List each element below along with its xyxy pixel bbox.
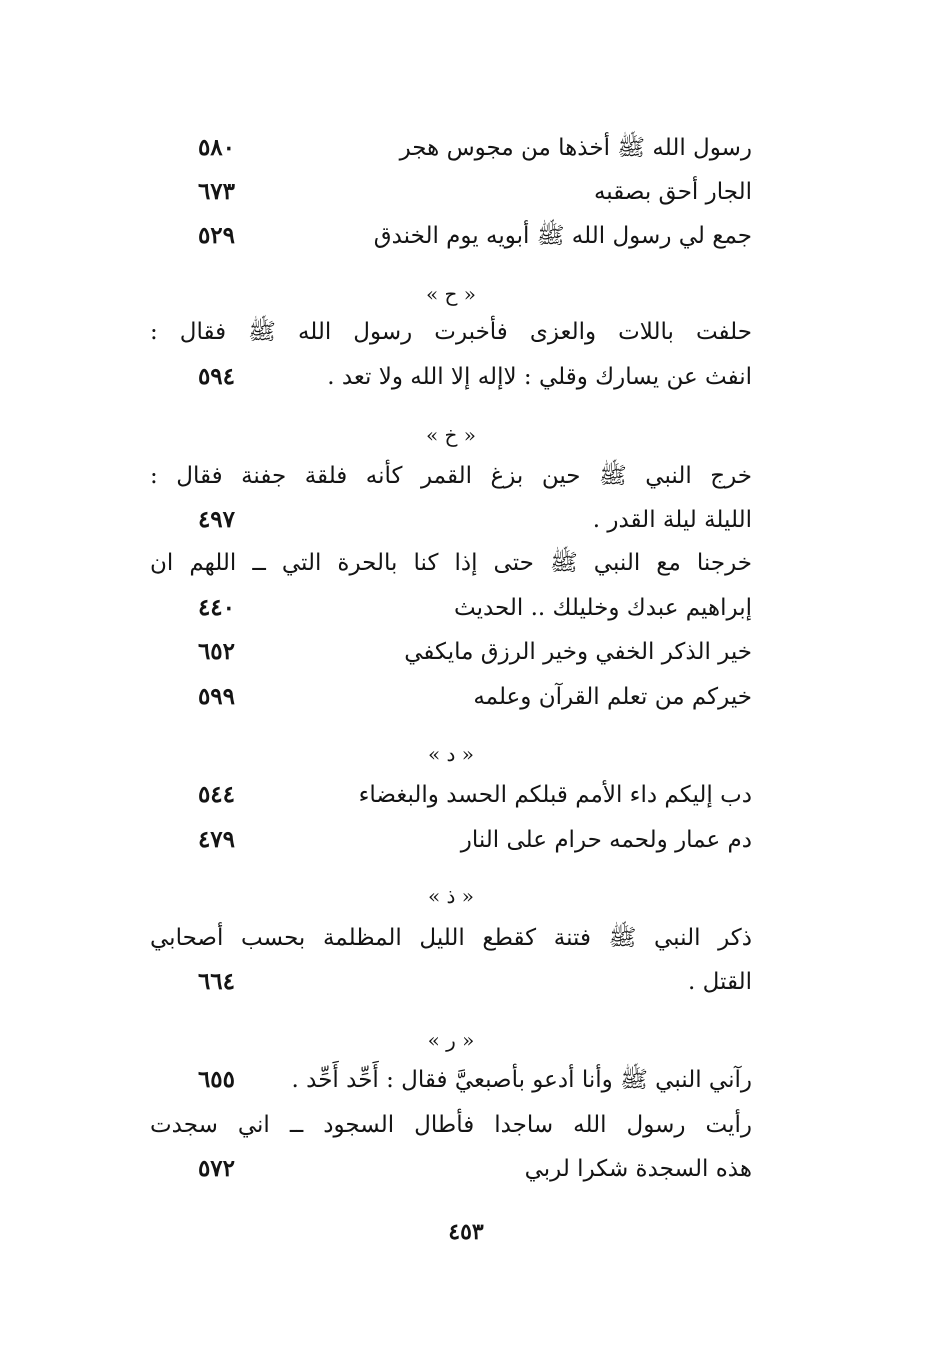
index-entry <box>150 172 752 212</box>
entry-page-number: ٤٧٩ <box>197 826 235 853</box>
entry-text: حلفت باللات والعزى فأخبرت رسول الله ﷺ فقال : <box>150 319 752 345</box>
index-entry <box>150 820 752 860</box>
section-heading: « ح » <box>425 282 477 306</box>
entry-text: خرجنا مع النبي ﷺ حتى إذا كنا بالحرة التي ــ اللهم ان <box>150 550 752 576</box>
index-entry <box>150 357 752 397</box>
entry-text: انفث عن يسارك وقلي : لاإله إلا الله ولا تعد . <box>327 364 752 390</box>
index-entry <box>150 1060 752 1100</box>
section-heading: « ر » <box>427 1028 475 1052</box>
entry-text: خير الذكر الخفي وخير الرزق مايكفي <box>404 639 752 665</box>
entry-text: دب إليكم داء الأمم قبلكم الحسد والبغضاء <box>358 782 752 808</box>
entry-page-number: ٦٧٣ <box>197 178 235 205</box>
entry-page-number: ٥٢٩ <box>197 222 235 249</box>
entry-page-number: ٤٩٧ <box>197 506 235 533</box>
index-entry <box>150 918 752 958</box>
entry-text: رسول الله ﷺ أخذها من مجوس هجر <box>399 135 752 161</box>
entry-page-number: ٥٨٠ <box>197 134 235 161</box>
entry-page-number: ٦٦٤ <box>197 968 235 995</box>
entry-text: هذه السجدة شكرا لربي <box>524 1156 752 1182</box>
index-entry <box>150 456 752 496</box>
entry-text: رآني النبي ﷺ وأنا أدعو بأصبعيَّ فقال : أَحِّد أَحِّد . <box>291 1067 752 1093</box>
index-entry <box>150 632 752 672</box>
entry-text: خرج النبي ﷺ حين بزغ القمر كأنه فلقة جفنة فقال : <box>150 463 752 489</box>
entry-text: خيركم من تعلم القرآن وعلمه <box>473 684 752 710</box>
index-entry <box>150 1149 752 1189</box>
index-entry <box>150 775 752 815</box>
index-entry <box>150 128 752 168</box>
index-entry <box>150 1105 752 1145</box>
index-entry <box>150 588 752 628</box>
section-heading: « خ » <box>425 423 477 447</box>
entry-page-number: ٥٩٩ <box>197 683 235 710</box>
entry-text: دم عمار ولحمه حرام على النار <box>460 827 752 853</box>
index-entry <box>150 312 752 352</box>
entry-page-number: ٥٤٤ <box>197 781 235 808</box>
index-entry <box>150 543 752 583</box>
entry-page-number: ٥٩٤ <box>197 363 235 390</box>
entry-page-number: ٤٤٠ <box>197 594 235 621</box>
section-heading: « ذ » <box>427 884 475 908</box>
page-number: ٤٥٣ <box>448 1219 484 1245</box>
index-entry <box>150 677 752 717</box>
section-heading: « د » <box>427 742 475 766</box>
entry-text: جمع لي رسول الله ﷺ أبويه يوم الخندق <box>373 223 752 249</box>
index-entry <box>150 216 752 256</box>
index-entry <box>150 500 752 540</box>
entry-text: الجار أحق بصقبه <box>593 179 752 205</box>
entry-page-number: ٦٥٢ <box>197 638 235 665</box>
entry-text: القتل . <box>687 969 752 995</box>
entry-page-number: ٦٥٥ <box>197 1066 235 1093</box>
entry-page-number: ٥٧٢ <box>197 1155 235 1182</box>
entry-text: الليلة ليلة القدر . <box>592 507 752 533</box>
entry-text: رأيت رسول الله ساجدا فأطال السجود ــ اني سجدت <box>150 1112 752 1138</box>
entry-text: ذكر النبي ﷺ فتنة كقطع الليل المظلمة بحسب أصحابي <box>150 925 752 951</box>
entry-text: إبراهيم عبدك وخليلك .. الحديث <box>454 595 752 621</box>
index-entry <box>150 962 752 1002</box>
